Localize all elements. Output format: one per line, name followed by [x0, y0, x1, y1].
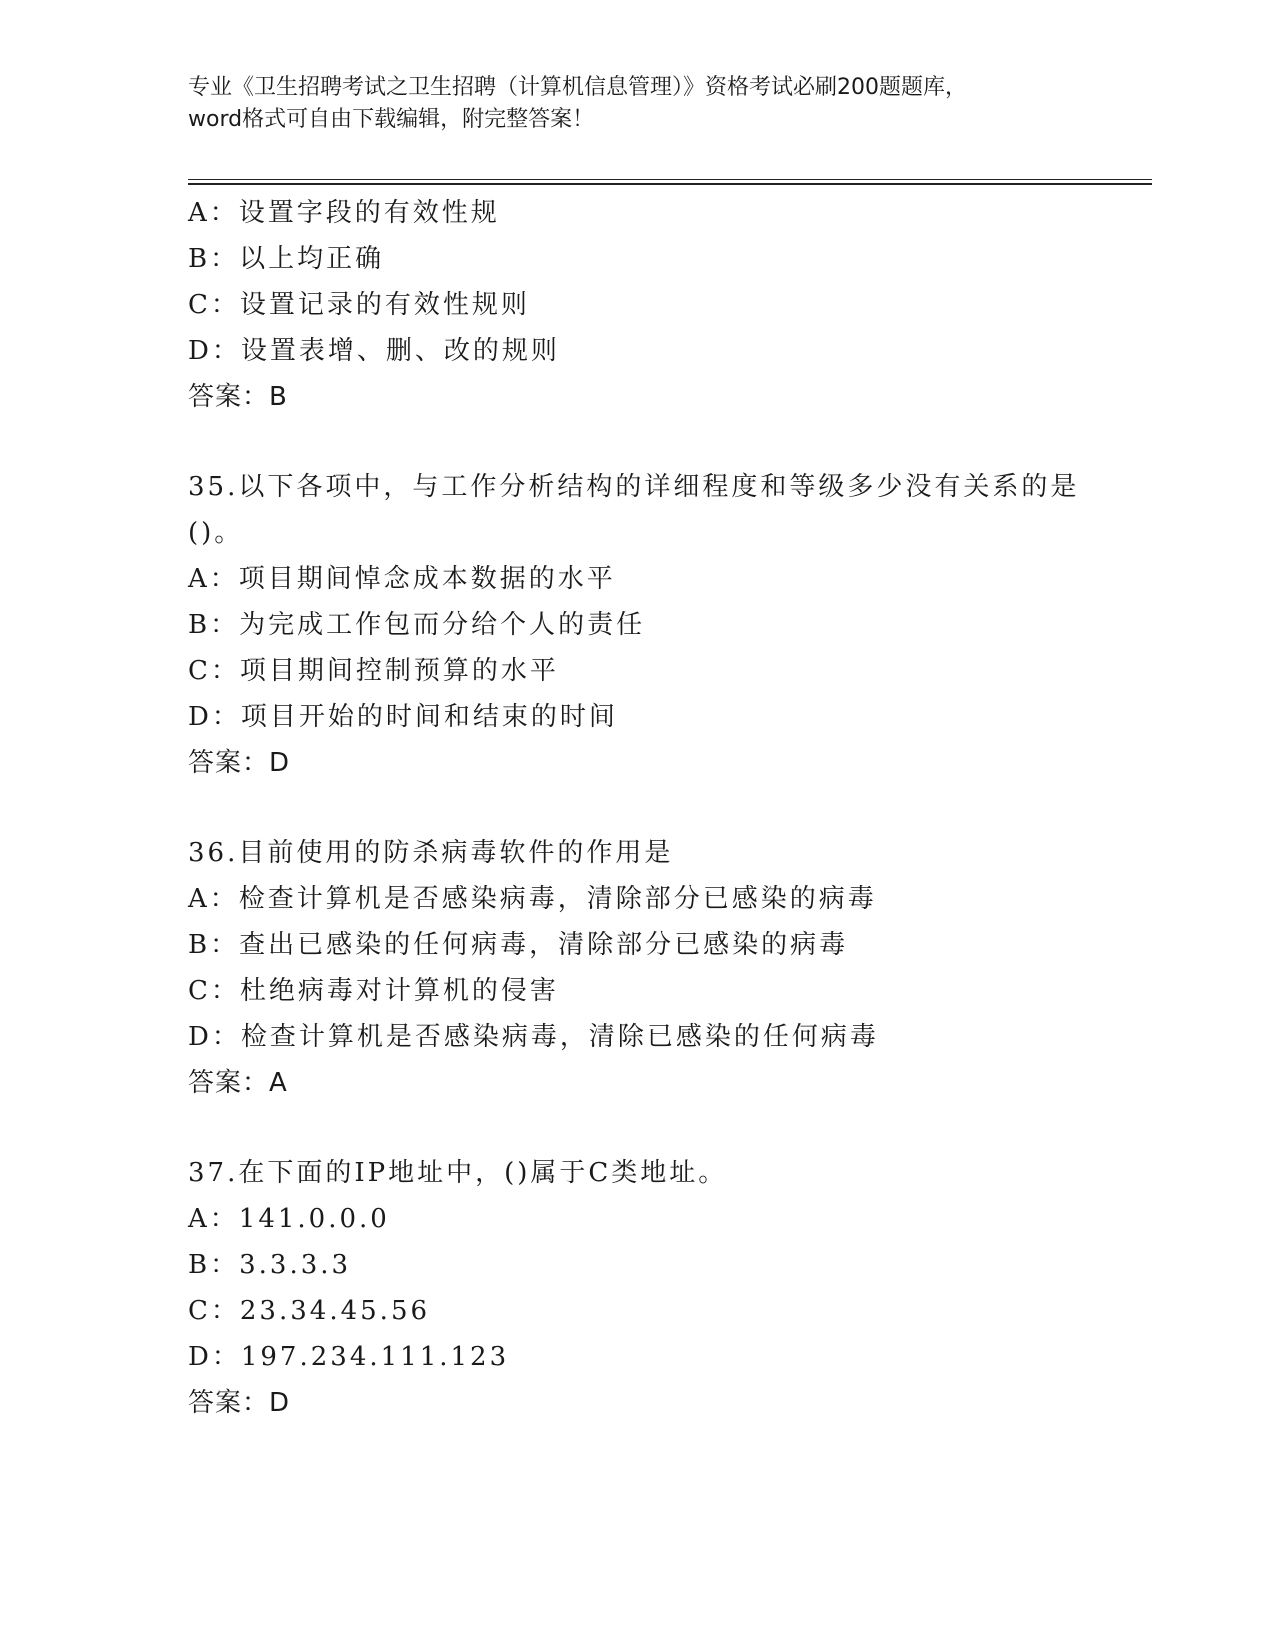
header-line-2: word格式可自由下载编辑，附完整答案！ — [188, 107, 595, 132]
option-c: C：项目期间控制预算的水平 — [188, 656, 559, 686]
question-stem: 36.目前使用的防杀病毒软件的作用是 — [188, 838, 674, 868]
answer: 答案：B — [188, 382, 288, 412]
question-stem-cont: ()。 — [188, 518, 244, 548]
option-c: C：设置记录的有效性规则 — [188, 290, 530, 320]
answer: 答案：D — [188, 1388, 291, 1418]
option-d: D：检查计算机是否感染病毒，清除已感染的任何病毒 — [188, 1022, 879, 1052]
option-b: B：3.3.3.3 — [188, 1250, 352, 1280]
option-c: C：23.34.45.56 — [188, 1296, 431, 1326]
question-fragment — [188, 190, 1088, 420]
option-d: D：设置表增、删、改的规则 — [188, 336, 560, 366]
answer: 答案：D — [188, 748, 291, 778]
header-rule-thick — [188, 183, 1152, 185]
option-b: B：以上均正确 — [188, 244, 385, 274]
option-a: A：项目期间悼念成本数据的水平 — [188, 564, 616, 594]
header-rule-thin — [188, 179, 1152, 180]
header-line-1: 专业《卫生招聘考试之卫生招聘（计算机信息管理）》资格考试必刷200题题库， — [188, 75, 967, 100]
question-content — [188, 190, 1088, 1426]
question-36 — [188, 830, 1088, 1106]
question-stem: 37.在下面的IP地址中，()属于C类地址。 — [188, 1158, 728, 1188]
option-a: A：141.0.0.0 — [188, 1204, 390, 1234]
option-d: D：197.234.111.123 — [188, 1342, 510, 1372]
option-a: A：检查计算机是否感染病毒，清除部分已感染的病毒 — [188, 884, 877, 914]
option-b: B：为完成工作包而分给个人的责任 — [188, 610, 646, 640]
question-35 — [188, 464, 1088, 786]
answer: 答案：A — [188, 1068, 288, 1098]
document-header — [188, 72, 1088, 136]
option-d: D：项目开始的时间和结束的时间 — [188, 702, 618, 732]
question-stem: 35.以下各项中，与工作分析结构的详细程度和等级多少没有关系的是 — [188, 472, 1080, 502]
question-37 — [188, 1150, 1088, 1426]
option-a: A：设置字段的有效性规 — [188, 198, 500, 228]
option-b: B：查出已感染的任何病毒，清除部分已感染的病毒 — [188, 930, 849, 960]
option-c: C：杜绝病毒对计算机的侵害 — [188, 976, 559, 1006]
